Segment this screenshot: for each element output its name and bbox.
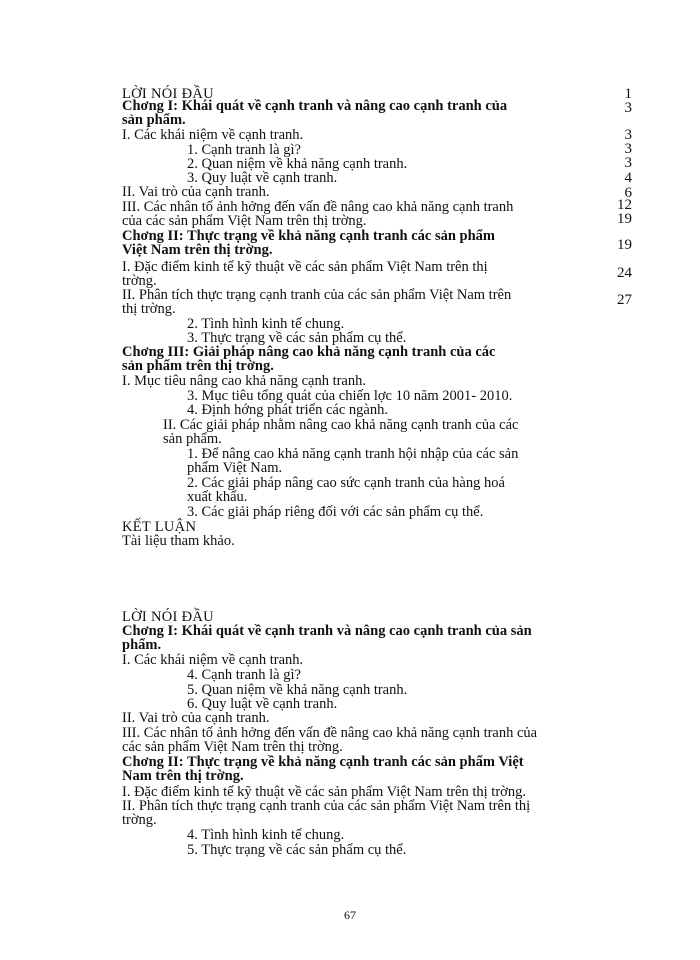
toc-subsection-cont: xuất khẩu. [187,489,248,505]
toc-chapter-3-title-cont: sản phẩm trên thị trờng. [122,358,274,374]
toc-chapter-1-title: Chơng I: Khái quát về cạnh tranh và nâng cao cạnh tranh của [122,98,508,114]
toc-page-number: 3 [624,127,632,143]
toc-section-cont: các sản phẩm Việt Nam trên thị trờng. [122,739,343,755]
toc-page-number: 27 [617,292,632,308]
toc-references: Tài liệu tham khảo. [122,533,235,549]
toc-section: I. Đặc điểm kinh tế kỹ thuật về các sản phẩm Việt Nam trên thị [122,259,488,275]
toc-subsection: 2. Các giải pháp nâng cao sức cạnh tranh của hàng hoá [187,475,505,491]
toc-subsection: 5. Thực trạng về các sản phẩm cụ thể. [187,842,407,858]
toc-chapter-1-title-cont: sản phẩm. [122,112,186,128]
toc-subsection: 4. Tình hình kinh tế chung. [187,827,345,843]
toc-chapter-2-title-cont: Nam trên thị trờng. [122,768,244,784]
toc-chapter-2-title-cont: Việt Nam trên thị trờng. [122,242,273,258]
toc-section: I. Các khái niệm về cạnh tranh. [122,652,304,668]
toc-section: I. Đặc điểm kinh tế kỹ thuật về các sản phẩm Việt Nam trên thị trờng. [122,784,526,800]
toc-section: I. Mục tiêu nâng cao khả năng cạnh tranh. [122,373,366,389]
toc-page-number: 4 [624,170,632,186]
toc-chapter-3-title: Chơng III: Giải pháp nâng cao khả năng cạnh tranh của các [122,344,496,360]
toc-subsection: 3. Các giải pháp riêng đối với các sản phẩm cụ thể. [187,504,484,520]
toc-subsection: 4. Định hớng phát triển các ngành. [187,402,388,418]
toc-subsection: 5. Quan niệm về khả năng cạnh tranh. [187,682,408,698]
toc-page-number: 12 [617,197,632,213]
toc-section: III. Các nhân tố ảnh hởng đến vấn đề nâng cao khả năng cạnh tranh [122,199,514,215]
toc-subsection: 4. Cạnh tranh là gì? [187,667,301,683]
toc-section-cont: thị trờng. [122,301,176,317]
toc-section: II. Phân tích thực trạng cạnh tranh của các sản phẩm Việt Nam trên [122,287,512,303]
toc-page-number: 3 [624,100,632,116]
toc-section-cont: của các sản phẩm Việt Nam trên thị trờng. [122,213,367,229]
toc-section: II. Các giải pháp nhằm nâng cao khả năng cạnh tranh của các [163,417,519,433]
toc-intro: LỜI NÓI ĐẦU [122,609,214,625]
toc-subsection-cont: phẩm Việt Nam. [187,460,283,476]
toc-subsection: 1. Cạnh tranh là gì? [187,142,301,158]
toc-chapter-2-title: Chơng II: Thực trạng về khả năng cạnh tranh các sản phẩm Việt [122,754,524,770]
toc-section: III. Các nhân tố ảnh hởng đến vấn đề nâng cao khả năng cạnh tranh của [122,725,538,741]
toc-chapter-1-title-cont: phẩm. [122,637,162,653]
toc-subsection: 1. Để nâng cao khả năng cạnh tranh hội nhập của các sản [187,446,519,462]
toc-page-number: 24 [617,265,632,281]
toc-page-number: 3 [624,141,632,157]
toc-subsection: 2. Tình hình kinh tế chung. [187,316,345,332]
toc-intro: LỜI NÓI ĐẦU [122,86,214,102]
toc-page-number: 1 [624,86,632,102]
toc-section: II. Vai trò của cạnh tranh. [122,184,270,200]
toc-subsection: 2. Quan niệm về khả năng cạnh tranh. [187,156,408,172]
toc-chapter-2-title: Chơng II: Thực trạng về khả năng cạnh tranh các sản phẩm [122,228,495,244]
toc-page-number: 19 [617,237,632,253]
toc-chapter-1-title: Chơng I: Khái quát về cạnh tranh và nâng cao cạnh tranh của sản [122,623,532,639]
toc-page-number: 3 [624,155,632,171]
toc-subsection: 3. Thực trạng về các sản phẩm cụ thể. [187,330,407,346]
toc-section: I. Các khái niệm về cạnh tranh. [122,127,304,143]
toc-section-cont: trờng. [122,812,157,828]
toc-subsection: 3. Quy luật về cạnh tranh. [187,170,338,186]
toc-section: II. Phân tích thực trạng cạnh tranh của các sản phẩm Việt Nam trên thị [122,798,531,814]
toc-section: II. Vai trò của cạnh tranh. [122,710,270,726]
toc-subsection: 6. Quy luật về cạnh tranh. [187,696,338,712]
toc-subsection: 3. Mục tiêu tổng quát của chiến lợc 10 năm 2001- 2010. [187,388,513,404]
toc-page-number: 19 [617,211,632,227]
toc-page-number: 6 [624,185,632,201]
toc-section-cont: sản phẩm. [163,431,222,447]
page-number: 67 [344,908,356,922]
toc-conclusion: KẾT LUẬN [122,519,197,535]
toc-section-cont: trờng. [122,273,157,289]
